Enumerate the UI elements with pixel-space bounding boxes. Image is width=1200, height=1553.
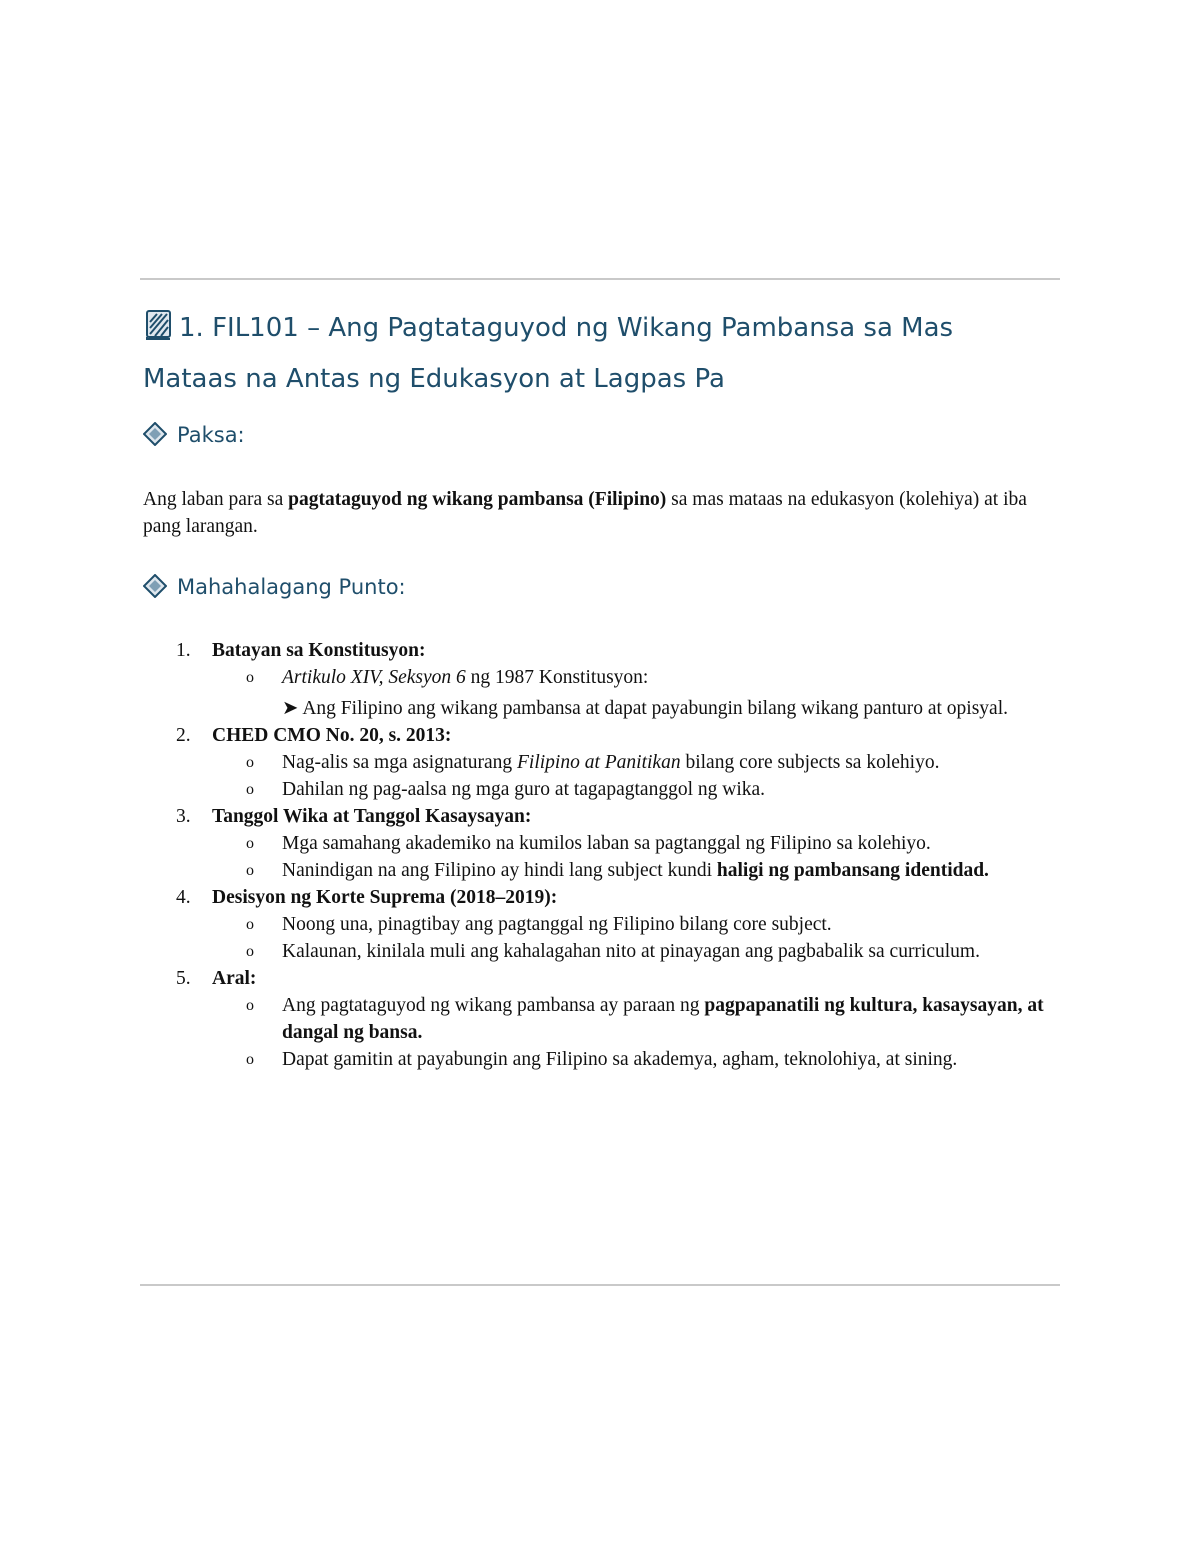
sub-list-item: o Nanindigan na ang Filipino ay hindi lang subject kundi haligi ng pambansang identidad. (212, 857, 1060, 884)
key-points-list (140, 637, 1060, 1073)
list-item (140, 884, 1060, 965)
bullet-icon: o (246, 1051, 254, 1068)
bullet-icon: o (246, 916, 254, 933)
list-item-heading: Aral: (212, 968, 257, 989)
bullet-icon: o (246, 781, 254, 798)
diamond-icon (143, 422, 167, 454)
sub-list-item: o Noong una, pinagtibay ang pagtanggal ng Filipino bilang core subject. (212, 911, 1060, 938)
bullet-icon: o (246, 835, 254, 852)
bullet-icon: o (246, 669, 254, 686)
bullet-icon: o (246, 754, 254, 771)
paksa-paragraph: Ang laban para sa pagtataguyod ng wikang pambansa (Filipino) sa mas mataas na edukasyon (kolehiya) at iba pang larangan. (143, 489, 1027, 537)
arrow-line: ➤ Ang Filipino ang wikang pambansa at dapat payabungin bilang wikang panturo at opisyal. (282, 695, 1060, 722)
list-item-heading: Batayan sa Konstitusyon: (212, 640, 426, 661)
section-heading-paksa (143, 420, 245, 454)
sub-list-item: o Artikulo XIV, Seksyon 6 ng 1987 Konstitusyon: ➤ Ang Filipino ang wikang pambansa at dapat payabungin bilang wikang panturo at opisyal. (212, 664, 1060, 722)
bottom-divider (140, 1284, 1060, 1286)
list-item (140, 803, 1060, 884)
page-title-text: 1. FIL101 – Ang Pagtataguyod ng Wikang Pambansa sa Mas Mataas na Antas ng Edukasyon at Lagpas Pa (143, 313, 954, 394)
page-title (143, 305, 1053, 402)
section-heading-punto (143, 572, 406, 606)
bullet-icon: o (246, 943, 254, 960)
section-heading-paksa-text: Paksa: (177, 423, 245, 447)
book-icon (143, 309, 173, 356)
list-item-heading: CHED CMO No. 20, s. 2013: (212, 725, 452, 746)
arrow-icon: ➤ (282, 698, 299, 719)
list-item-heading: Desisyon ng Korte Suprema (2018–2019): (212, 887, 558, 908)
bullet-icon: o (246, 997, 254, 1014)
sub-list-item: o Dahilan ng pag-aalsa ng mga guro at tagapagtanggol ng wika. (212, 776, 1060, 803)
section-heading-punto-text: Mahahalagang Punto: (177, 575, 406, 599)
list-number: 3. (176, 806, 191, 827)
list-item (140, 722, 1060, 803)
sub-list-item: o Ang pagtataguyod ng wikang pambansa ay paraan ng pagpapanatili ng kultura, kasaysayan, at dangal ng bansa. (212, 992, 1060, 1046)
list-item-heading: Tanggol Wika at Tanggol Kasaysayan: (212, 806, 532, 827)
sub-list-item: o Dapat gamitin at payabungin ang Filipino sa akademya, agham, teknolohiya, at sining. (212, 1046, 1060, 1073)
sub-list-item: o Mga samahang akademiko na kumilos laban sa pagtanggal ng Filipino sa kolehiyo. (212, 830, 1060, 857)
top-divider (140, 278, 1060, 280)
list-item (140, 965, 1060, 1073)
list-number: 5. (176, 968, 191, 989)
list-number: 1. (176, 640, 191, 661)
bullet-icon: o (246, 862, 254, 879)
list-item (140, 637, 1060, 722)
list-number: 4. (176, 887, 191, 908)
list-number: 2. (176, 725, 191, 746)
sub-list-item: o Kalaunan, kinilala muli ang kahalagahan nito at pinayagan ang pagbabalik sa curriculum. (212, 938, 1060, 965)
sub-list-item: o Nag-alis sa mga asignaturang Filipino at Panitikan bilang core subjects sa kolehiyo. (212, 749, 1060, 776)
diamond-icon (143, 574, 167, 606)
